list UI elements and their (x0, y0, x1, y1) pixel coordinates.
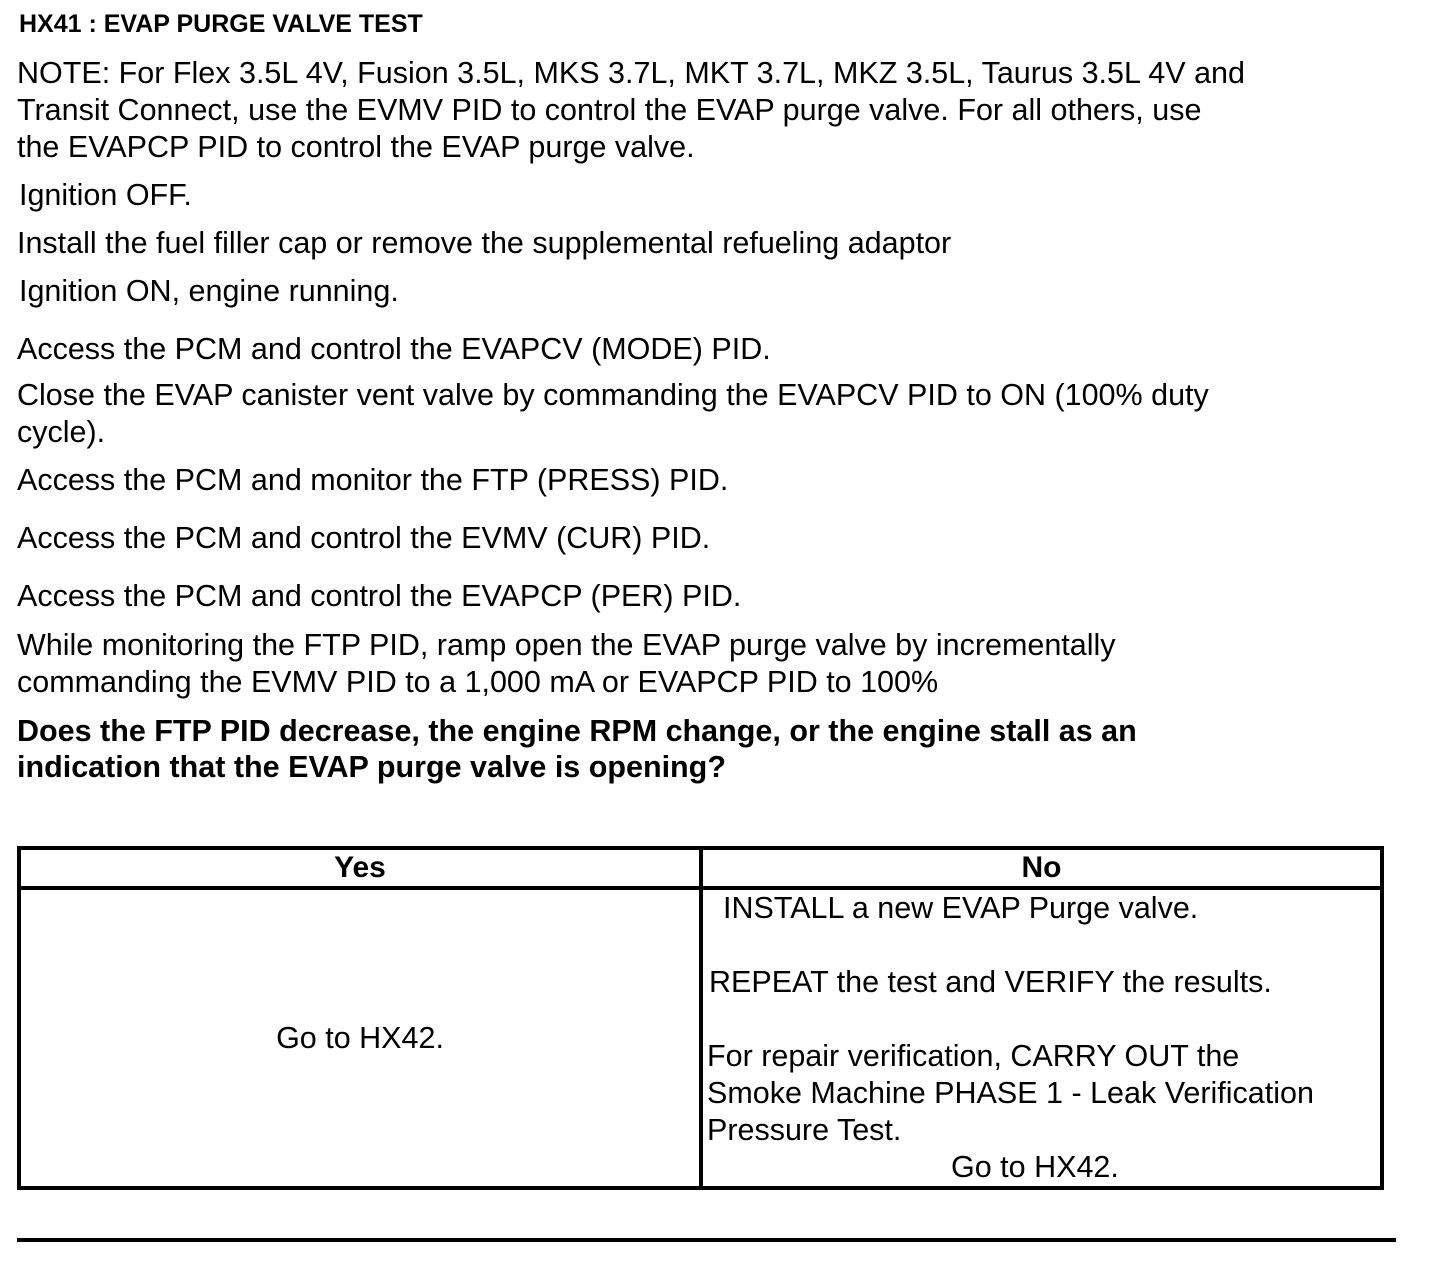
question-line-2: indication that the EVAP purge valve is opening? (17, 750, 726, 784)
table-header-row (19, 848, 1382, 888)
yes-action: Go to HX42. (276, 1020, 444, 1055)
note-line-3: the EVAPCP PID to control the EVAP purge valve. (17, 130, 695, 164)
no-action-verify-line-2: Smoke Machine PHASE 1 - Leak Verification (707, 1076, 1314, 1110)
step-install-cap: Install the fuel filler cap or remove the supplemental refueling adaptor (17, 226, 952, 260)
step-ignition-on: Ignition ON, engine running. (19, 274, 399, 308)
step-ramp-line-2: commanding the EVMV PID to a 1,000 mA or EVAPCP PID to 100% (17, 665, 939, 699)
page-title: HX41 : EVAP PURGE VALVE TEST (19, 10, 423, 38)
no-cell (701, 888, 1382, 1188)
note-line-2: Transit Connect, use the EVMV PID to control the EVAP purge valve. For all others, use (17, 93, 1202, 127)
yes-cell (19, 888, 701, 1188)
no-action-verify-line-1: For repair verification, CARRY OUT the (707, 1039, 1240, 1073)
step-access-evmv: Access the PCM and control the EVMV (CUR) PID. (17, 521, 711, 555)
step-close-vent-line-1: Close the EVAP canister vent valve by commanding the EVAPCV PID to ON (100% duty (17, 378, 1209, 412)
note-line-1: NOTE: For Flex 3.5L 4V, Fusion 3.5L, MKS 3.7L, MKT 3.7L, MKZ 3.5L, Taurus 3.5L 4V and (17, 56, 1245, 90)
no-action-goto: Go to HX42. (951, 1150, 1119, 1184)
step-ramp-line-1: While monitoring the FTP PID, ramp open the EVAP purge valve by incrementally (17, 628, 1116, 662)
step-ignition-off: Ignition OFF. (19, 178, 192, 212)
yes-header: Yes (19, 848, 701, 888)
question-line-1: Does the FTP PID decrease, the engine RPM change, or the engine stall as an (17, 714, 1137, 748)
bottom-divider (17, 1238, 1396, 1242)
table-row (19, 888, 1382, 1188)
step-access-evapcp: Access the PCM and control the EVAPCP (PER) PID. (17, 579, 742, 613)
no-action-install: INSTALL a new EVAP Purge valve. (723, 891, 1199, 925)
step-access-ftp: Access the PCM and monitor the FTP (PRESS) PID. (17, 463, 729, 497)
no-action-repeat: REPEAT the test and VERIFY the results. (709, 965, 1272, 999)
no-header: No (701, 848, 1382, 888)
no-action-verify-line-3: Pressure Test. (707, 1113, 902, 1147)
step-close-vent-line-2: cycle). (17, 415, 106, 449)
step-access-evapcv: Access the PCM and control the EVAPCV (MODE) PID. (17, 332, 771, 366)
result-table (17, 846, 1384, 1190)
